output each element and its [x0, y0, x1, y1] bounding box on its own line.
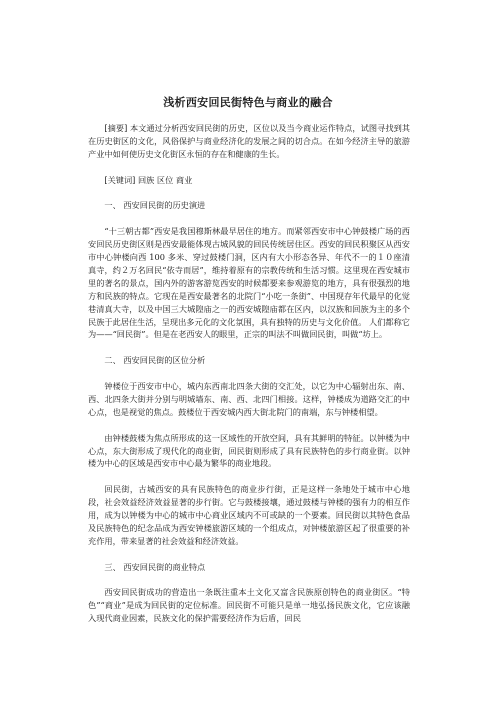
- abstract-paragraph: [摘要] 本文通过分析西安回民街的历史，区位以及当今商业运作特点，试图寻找到其在历史街区的文化，风俗保护与商业经济化的发展之间的切合点。在如今经济主导的旅游产业中如何使历史文化街区永恒的存在和健康的生长。: [88, 123, 410, 159]
- document-body: [88, 122, 410, 638]
- document-title: 浅析西安回民街特色与商业的融合: [163, 96, 333, 109]
- section-3-paragraph-1: 西安回民街成功的营造出一条既注重本土文化又富含民族原创特色的商业街区。“特色”“商业”是成为回民街的定位标准。回民街不可能只是单一地弘扬民族文化，它应该融入现代商业因素，民族文化的保护需要经济作为后盾，回民: [88, 587, 410, 624]
- keywords-line: [关键词] 回族 区位 商业: [104, 174, 193, 185]
- section-2-paragraph-1: 钟楼位于西安市中心，城内东西南北四条大街的交汇处，以它为中心辐射出东、南、西、北四条大街并分别与明城墙东、南、西、北四门相接。这样，钟楼成为道路交汇的中心点，也是视觉的焦点。鼓楼位于西安城内西大街北院门的南端，东与钟楼相望。: [88, 381, 410, 417]
- section-heading-3: 三、 西安回民街的商业特点: [104, 561, 206, 572]
- section-2-paragraph-2: 由钟楼鼓楼为焦点所形成的这一区域性的开放空间，具有其鲜明的特征。以钟楼为中心点，东大街形成了现代化的商业街，回民街则形成了具有民族特色的步行商业街。以钟楼为中心的区域是西安市中心最为繁华的商业地段。: [88, 432, 410, 469]
- section-heading-1: 一、 西安回民街的历史演进: [104, 200, 206, 211]
- section-heading-2: 二、 西安回民街的区位分析: [104, 355, 206, 366]
- section-1-paragraph-1: “十三朝古都”西安是我国穆斯林最早居住的地方。而紧邻西安市中心钟鼓楼广场的西安回民历史街区则是西安最能体现古城风貌的回民传统居住区。西安的回民积聚区从西安市中心钟楼向西 100 多米、穿过鼓楼门洞，区内有大小形态各异、年代不一的１０座清真寺，约２万名回民“依寺而居”，维持着原有的宗教传统和生活习惯。这里现在西安城市里的著名的景点，国内外的游客游览西安的时候都要来参观游览的地方，具有很强烈的地方和民族的特点。它现在是西安最著名的北院门“小吃一条街”、中国现存年代最早的化觉巷清真大寺，以及中国三大城隍庙之一的西安城隍庙都在区内，以汉族和回族为主的多个民族于此居住生活，呈现出多元化的文化氛围，具有独特的历史与文化价值。 人们都称它为——“回民街”。但是在老西安人的眼里，正宗的叫法不叫做回民街，叫做“坊上。: [88, 226, 410, 340]
- section-2-paragraph-3: 回民街，古城西安的具有民族特色的商业步行街，正是这样一条地处于城市中心地段，社会效益经济效益显著的步行街。它与鼓楼接壤，通过鼓楼与钟楼的强有力的相互作用，成为以钟楼为中心的城市中心商业区域内不可或缺的一个要素。回民街以其特色食品及民族特色的纪念品成为西安钟楼旅游区域的一个组成点，对钟楼旅游区起了很重要的补充作用，带来显著的社会效益和经济效益。: [88, 484, 410, 546]
